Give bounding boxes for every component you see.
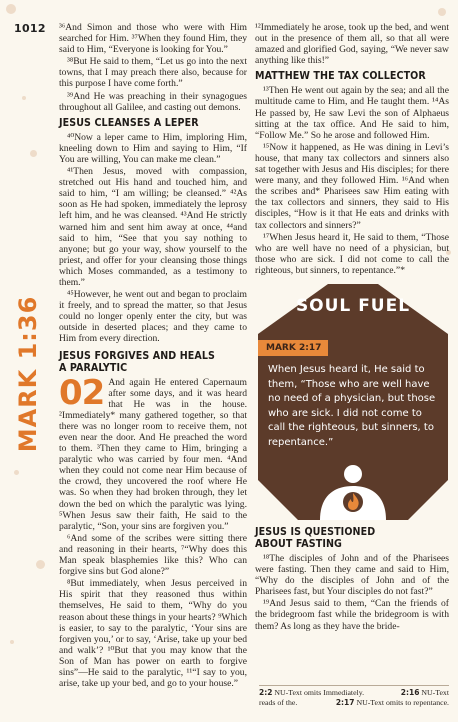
right-column-top — [255, 22, 449, 277]
page-number: 1012 — [14, 22, 46, 35]
verse-paragraph: ¹²Immediately he arose, took up the bed, and went out in the presence of them all, so that all were amazed and glorified God, saying, “We never saw anything like this!” — [255, 22, 449, 67]
verse-paragraph: ³⁸But He said to them, “Let us go into the next towns, that I may preach there also, because for this purpose I have come forth.” — [59, 56, 247, 90]
paint-splatter — [22, 96, 26, 100]
verse-paragraph: ¹³Then He went out again by the sea; and all the multitude came to Him, and He taught them. ¹⁴As He passed by, He saw Levi the son of Alphaeus sitting at the tax office. And He said to him, “Follow Me.” So he arose and followed Him. — [255, 85, 449, 141]
section-heading: MATTHEW THE TAX COLLECTOR — [255, 70, 426, 83]
vertical-chapter-reference: MARK 1:36 — [14, 295, 42, 453]
section-heading: JESUS IS QUESTIONED ABOUT FASTING — [255, 526, 376, 550]
paint-splatter — [438, 8, 446, 16]
verse-paragraph: ¹⁵Now it happened, as He was dining in Levi’s house, that many tax collectors and sinners also sat together with Jesus and His disciples; for there were many, and they followed Him. ¹⁶And when the scribes and* Pharisees saw Him eating with the tax collectors and sinners, they said to His disciples, “How is it that He eats and drinks with tax collectors and sinners?” — [255, 141, 449, 231]
right-column-bottom — [255, 526, 449, 633]
soul-fuel-quote: When Jesus heard it, He said to them, “Those who are well have no need of a physician, but those who are sick. I did not come to call the righteous, but sinners, to repentance.” — [268, 364, 436, 448]
paint-splatter — [6, 4, 16, 14]
footnote-continuation: reads of the. — [259, 697, 298, 707]
footnotes — [259, 685, 449, 707]
paint-splatter — [14, 470, 19, 475]
soul-fuel-title: SOUL FUEL — [295, 296, 411, 316]
verse-paragraph: ⁴¹Then Jesus, moved with compassion, stretched out His hand and touched him, and said to him, “I am willing; be cleansed.” ⁴²As soon as He had spoken, immediately the leprosy left him, and he was cleansed. ⁴³And He strictly warned him and sent him away at once, ⁴⁴and said to him, “See that you say nothing to anyone; but go your way, show yourself to the priest, and offer for your cleansing those things which Moses commanded, as a testimony to them.” — [59, 166, 247, 288]
paint-splatter — [36, 560, 45, 569]
soul-fuel-reference: MARK 2:17 — [258, 340, 328, 356]
verse-paragraph: ⁶And some of the scribes were sitting there and reasoning in their hearts, ⁷“Why does this Man speak blasphemies like this? Who can forgive sins but God alone?” — [59, 532, 247, 578]
section-heading: JESUS FORGIVES AND HEALS A PARALYTIC — [59, 349, 216, 374]
verse-paragraph: ⁸But immediately, when Jesus perceived in His spirit that they reasoned thus within themselves, He said to them, “Why do you reason about these things in your hearts? ⁹Which is easier, to say to the paralytic, ‘Your sins are forgiven you,’ or to say, ‘Arise, take up your bed and walk’? ¹⁰But that you may know that the Son of Man has power on earth to forgive sins”—He said to the paralytic, ¹¹“I say to you, arise, take up your bed, and go to your house.” — [59, 578, 247, 690]
footnote: 2:2 NU-Text omits Immediately. — [259, 688, 365, 697]
verse-paragraph: ¹⁸The disciples of John and of the Pharisees were fasting. Then they came and said to Him, “Why do the disciples of John and of the Pharisees fast, but Your disciples do not fast?” — [255, 553, 449, 598]
chapter-number: 02 — [59, 372, 105, 413]
section-heading: JESUS CLEANSES A LEPER — [59, 116, 199, 129]
paint-splatter — [30, 150, 37, 157]
verse-paragraph: ¹⁹And Jesus said to them, “Can the friends of the bridegroom fast while the bridegroom is with them? As long as they have the bride- — [255, 598, 449, 632]
verse-paragraph: 02 And again He entered Capernaum after some days, and it was heard that He was in the house. ²Immediately* many gathered together, so that there was no longer room to receive them, not even near the door. And He preached the word to them. ³Then they came to Him, bringing a paralytic who was carried by four men. ⁴And when they could not come near Him because of the crowd, they uncovered the roof where He was. So when they had broken through, they let down the bed on which the paralytic was lying. ⁵When Jesus saw their faith, He said to the paralytic, “Son, your sins are forgiven you.” — [59, 372, 247, 532]
verse-paragraph: ³⁶And Simon and those who were with Him searched for Him. ³⁷When they found Him, they said to Him, “Everyone is looking for You.” — [59, 22, 247, 56]
verse-paragraph: ⁴⁰Now a leper came to Him, imploring Him, kneeling down to Him and saying to Him, “If You are willing, You can make me clean.” — [59, 131, 247, 165]
soul-fuel-panel — [258, 284, 448, 520]
footnote: 2:16 NU-Text — [400, 688, 449, 697]
paint-splatter — [10, 640, 14, 644]
person-with-flame-icon — [316, 464, 390, 520]
verse-paragraph: ³⁹And He was preaching in their synagogues throughout all Galilee, and casting out demons. — [59, 90, 247, 113]
verse-paragraph: ⁴⁵However, he went out and began to proclaim it freely, and to spread the matter, so that Jesus could no longer openly enter the city, but was outside in deserted places; and they came to Him from every direction. — [59, 289, 247, 345]
footnote: 2:17 NU-Text omits to repentance. — [335, 697, 449, 707]
verse-paragraph: ¹⁷When Jesus heard it, He said to them, “Those who are well have no need of a physician, but those who are sick. I did not come to call the righteous, but sinners, to repentance.”* — [255, 231, 449, 276]
left-column — [59, 22, 247, 690]
